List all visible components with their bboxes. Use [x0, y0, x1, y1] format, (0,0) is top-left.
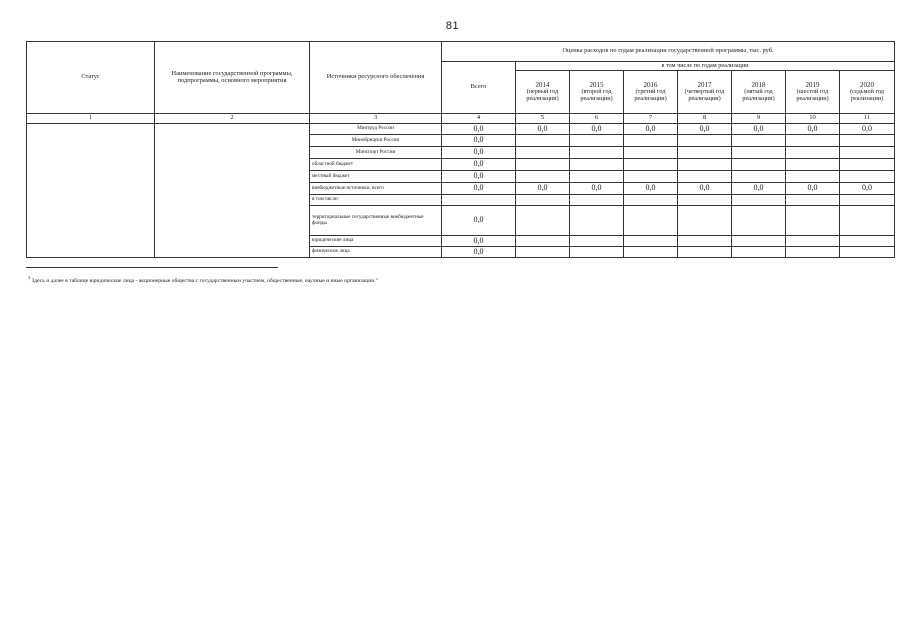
- year-value-cell: [516, 135, 570, 147]
- year-value-cell: [732, 206, 786, 236]
- column-number: 4: [442, 114, 516, 124]
- year-value-cell: [570, 195, 624, 206]
- header-year-note: (четвертый год реализации): [684, 88, 725, 102]
- header-year-2020: [840, 71, 895, 114]
- year-value-cell: [516, 236, 570, 247]
- column-number: 1: [27, 114, 155, 124]
- footnote-text: Здесь и далее в таблице юридические лица - акционерные общества с государственным участием, общественные, научные и иные организации.": [31, 277, 378, 284]
- year-value-cell: [570, 171, 624, 183]
- header-total: Всего: [442, 62, 516, 114]
- year-value-cell: 0,0: [732, 183, 786, 195]
- budget-table: [26, 41, 895, 258]
- year-value-cell: 0,0: [732, 124, 786, 135]
- header-year-value: 2018: [751, 80, 766, 89]
- source-cell: местный бюджет: [310, 171, 442, 183]
- year-value-cell: [624, 171, 678, 183]
- header-year-2016: [624, 71, 678, 114]
- year-value-cell: [624, 135, 678, 147]
- year-value-cell: [840, 195, 895, 206]
- year-value-cell: 0,0: [570, 183, 624, 195]
- year-value-cell: [786, 236, 840, 247]
- header-year-value: 2014: [535, 80, 550, 89]
- table-row: [27, 124, 895, 135]
- header-year-value: 2015: [589, 80, 604, 89]
- footnote: [28, 275, 868, 284]
- year-value-cell: [786, 135, 840, 147]
- header-year-note: (первый год реализации): [526, 88, 559, 102]
- year-value-cell: [678, 171, 732, 183]
- header-year-note: (пятый год реализации): [742, 88, 775, 102]
- total-cell: 0,0: [442, 247, 516, 258]
- year-value-cell: 0,0: [516, 124, 570, 135]
- year-value-cell: [624, 206, 678, 236]
- year-value-cell: 0,0: [786, 183, 840, 195]
- column-number: 9: [732, 114, 786, 124]
- year-value-cell: [840, 147, 895, 159]
- total-cell: 0,0: [442, 147, 516, 159]
- header-year-2019: [786, 71, 840, 114]
- year-value-cell: [840, 206, 895, 236]
- year-value-cell: [570, 147, 624, 159]
- program-name-cell: [155, 124, 310, 258]
- source-cell: Минспорт России: [310, 147, 442, 159]
- year-value-cell: [516, 247, 570, 258]
- source-cell: Минобрнауки России: [310, 135, 442, 147]
- year-value-cell: 0,0: [840, 124, 895, 135]
- column-number: 7: [624, 114, 678, 124]
- header-year-value: 2020: [860, 80, 875, 89]
- year-value-cell: [786, 247, 840, 258]
- total-cell: [442, 195, 516, 206]
- header-year-value: 2016: [643, 80, 658, 89]
- year-value-cell: [570, 135, 624, 147]
- year-value-cell: [732, 236, 786, 247]
- source-cell: территориальные государственные внебюджетные фонды: [310, 206, 442, 236]
- header-year-value: 2017: [697, 80, 712, 89]
- header-year-2014: [516, 71, 570, 114]
- header-status: Статус: [27, 42, 155, 114]
- column-number: 8: [678, 114, 732, 124]
- column-number: 5: [516, 114, 570, 124]
- year-value-cell: [570, 159, 624, 171]
- year-value-cell: 0,0: [570, 124, 624, 135]
- year-value-cell: [732, 195, 786, 206]
- year-value-cell: 0,0: [678, 183, 732, 195]
- total-cell: 0,0: [442, 183, 516, 195]
- source-cell: внебюджетные источники, всего: [310, 183, 442, 195]
- column-number: 10: [786, 114, 840, 124]
- header-by-years: в том числе по годам реализации: [516, 62, 895, 71]
- year-value-cell: [570, 206, 624, 236]
- year-value-cell: [840, 236, 895, 247]
- year-value-cell: [678, 195, 732, 206]
- year-value-cell: [786, 171, 840, 183]
- year-value-cell: [624, 247, 678, 258]
- total-cell: 0,0: [442, 124, 516, 135]
- header-year-2018: [732, 71, 786, 114]
- year-value-cell: [786, 195, 840, 206]
- header-year-2015: [570, 71, 624, 114]
- year-value-cell: [516, 147, 570, 159]
- year-value-cell: [732, 171, 786, 183]
- header-year-value: 2019: [805, 80, 820, 89]
- year-value-cell: [624, 147, 678, 159]
- header-name: Наименование государственной программы, подпрограммы, основного мероприятия: [155, 42, 310, 114]
- header-year-note: (третий год реализации): [634, 88, 667, 102]
- total-cell: 0,0: [442, 236, 516, 247]
- header-sources: Источники ресурсного обеспечения: [310, 42, 442, 114]
- year-value-cell: [732, 247, 786, 258]
- year-value-cell: [678, 236, 732, 247]
- column-number: 6: [570, 114, 624, 124]
- year-value-cell: [624, 159, 678, 171]
- year-value-cell: [840, 171, 895, 183]
- year-value-cell: [840, 247, 895, 258]
- total-cell: 0,0: [442, 159, 516, 171]
- column-number: 11: [840, 114, 895, 124]
- year-value-cell: [516, 195, 570, 206]
- year-value-cell: 0,0: [624, 124, 678, 135]
- year-value-cell: [678, 206, 732, 236]
- source-cell: в том числе:: [310, 195, 442, 206]
- year-value-cell: 0,0: [624, 183, 678, 195]
- year-value-cell: [840, 135, 895, 147]
- year-value-cell: [678, 247, 732, 258]
- year-value-cell: 0,0: [840, 183, 895, 195]
- status-cell: [27, 124, 155, 258]
- year-value-cell: [624, 195, 678, 206]
- source-cell: областной бюджет: [310, 159, 442, 171]
- year-value-cell: 0,0: [516, 183, 570, 195]
- total-cell: 0,0: [442, 206, 516, 236]
- year-value-cell: [516, 171, 570, 183]
- year-value-cell: [732, 135, 786, 147]
- year-value-cell: [678, 159, 732, 171]
- column-number: 2: [155, 114, 310, 124]
- year-value-cell: 0,0: [678, 124, 732, 135]
- year-value-cell: [570, 236, 624, 247]
- year-value-cell: [786, 206, 840, 236]
- total-cell: 0,0: [442, 135, 516, 147]
- column-number: 3: [310, 114, 442, 124]
- header-year-note: (второй год реализации): [580, 88, 613, 102]
- source-cell: юридические лица: [310, 236, 442, 247]
- source-cell: Минтруд России: [310, 124, 442, 135]
- year-value-cell: [732, 147, 786, 159]
- page-number: 81: [445, 20, 460, 32]
- header-year-note: (шестой год реализации): [796, 88, 829, 102]
- total-cell: 0,0: [442, 171, 516, 183]
- year-value-cell: [840, 159, 895, 171]
- year-value-cell: [678, 135, 732, 147]
- year-value-cell: [624, 236, 678, 247]
- header-year-note: (седьмой год реализации): [850, 88, 884, 102]
- year-value-cell: [516, 206, 570, 236]
- year-value-cell: [678, 147, 732, 159]
- year-value-cell: [786, 147, 840, 159]
- year-value-cell: [732, 159, 786, 171]
- footnote-divider: [26, 267, 278, 268]
- header-year-2017: [678, 71, 732, 114]
- year-value-cell: 0,0: [786, 124, 840, 135]
- footnote-marker: 3: [28, 275, 31, 280]
- year-value-cell: [516, 159, 570, 171]
- year-value-cell: [570, 247, 624, 258]
- header-estimate: Оценка расходов по годам реализации государственной программы, тыс. руб.: [442, 42, 895, 62]
- source-cell: физические лица: [310, 247, 442, 258]
- year-value-cell: [786, 159, 840, 171]
